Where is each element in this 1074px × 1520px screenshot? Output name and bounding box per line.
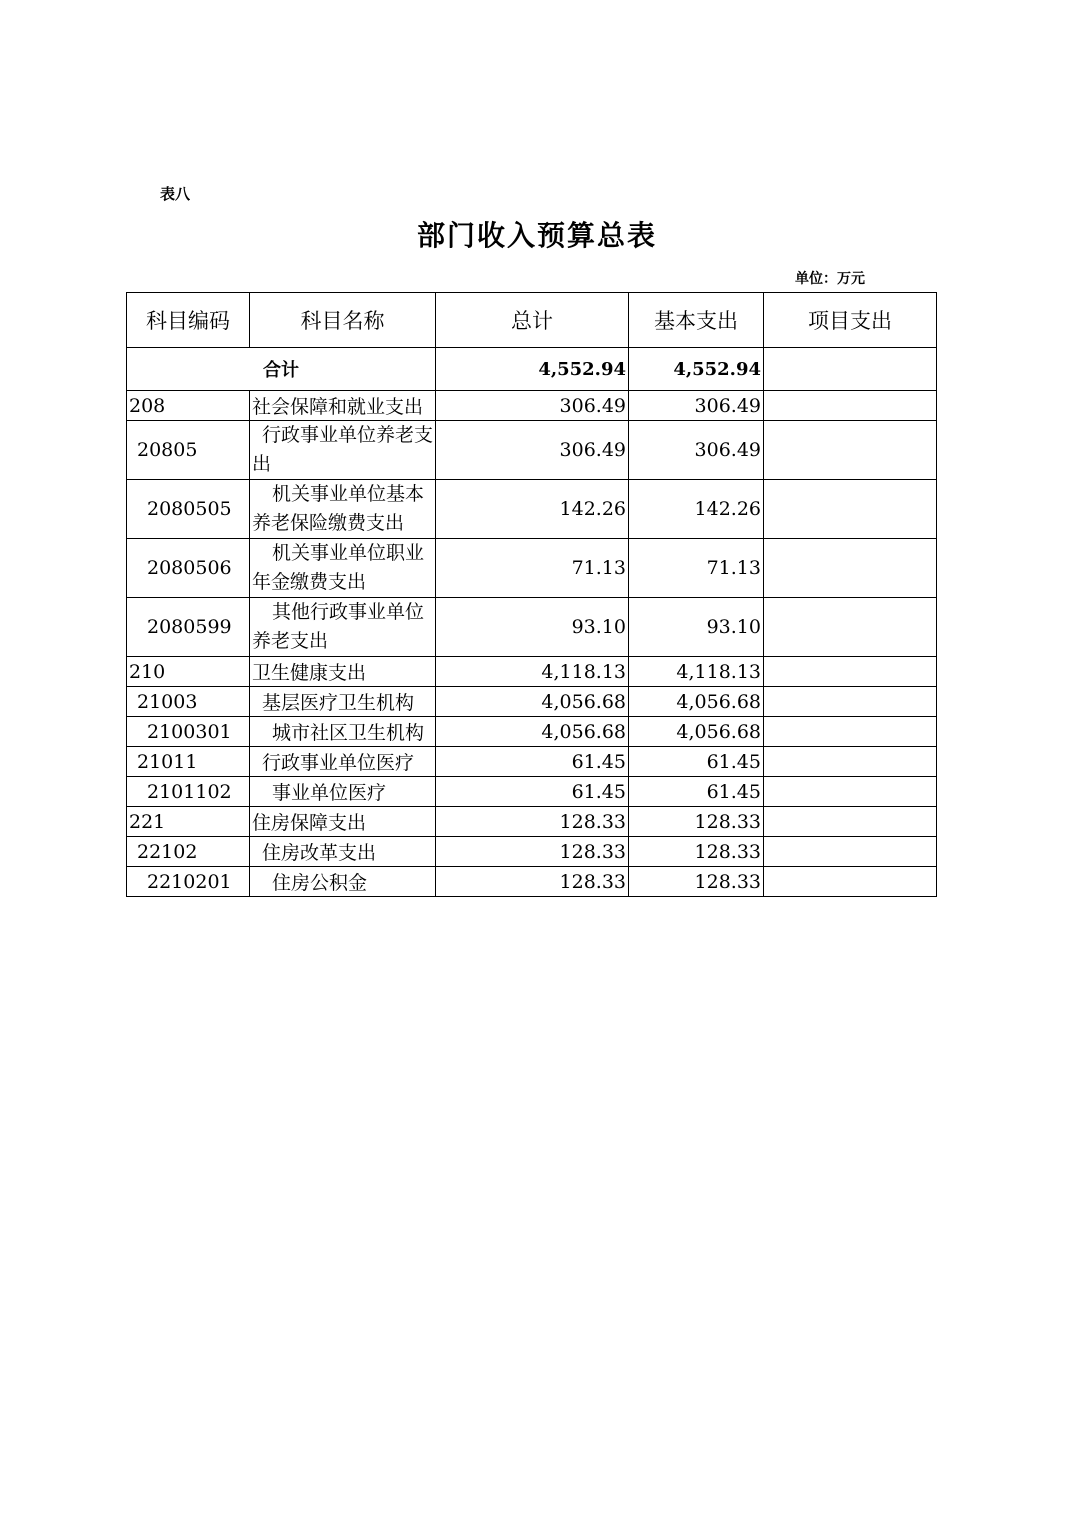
total-amount: 4,552.94 [436, 348, 629, 391]
table-row [127, 867, 937, 897]
table-row [127, 421, 937, 480]
row-total: 142.26 [436, 480, 629, 539]
row-name: 卫生健康支出 [250, 657, 436, 687]
row-total: 306.49 [436, 391, 629, 421]
header-project: 项目支出 [764, 293, 937, 348]
row-basic: 61.45 [629, 777, 764, 807]
row-total: 61.45 [436, 747, 629, 777]
header-name: 科目名称 [250, 293, 436, 348]
row-name: 其他行政事业单位养老支出 [250, 598, 436, 657]
row-basic: 142.26 [629, 480, 764, 539]
row-project [764, 837, 937, 867]
row-code: 2101102 [127, 777, 250, 807]
table-row [127, 657, 937, 687]
row-basic: 128.33 [629, 807, 764, 837]
row-code: 21011 [127, 747, 250, 777]
row-basic: 71.13 [629, 539, 764, 598]
row-basic: 128.33 [629, 837, 764, 867]
row-total: 128.33 [436, 807, 629, 837]
row-name: 行政事业单位养老支出 [250, 421, 436, 480]
row-total: 4,118.13 [436, 657, 629, 687]
row-basic: 306.49 [629, 421, 764, 480]
budget-table [126, 292, 937, 897]
row-basic: 4,118.13 [629, 657, 764, 687]
row-name: 行政事业单位医疗 [250, 747, 436, 777]
row-name: 住房改革支出 [250, 837, 436, 867]
table-row [127, 717, 937, 747]
row-total: 93.10 [436, 598, 629, 657]
table-row [127, 539, 937, 598]
table-row [127, 687, 937, 717]
table-row [127, 777, 937, 807]
row-code: 210 [127, 657, 250, 687]
row-name: 事业单位医疗 [250, 777, 436, 807]
row-basic: 306.49 [629, 391, 764, 421]
row-code: 22102 [127, 837, 250, 867]
total-label: 合计 [127, 348, 436, 391]
total-basic: 4,552.94 [629, 348, 764, 391]
row-code: 2080599 [127, 598, 250, 657]
row-project [764, 867, 937, 897]
row-project [764, 539, 937, 598]
row-project [764, 777, 937, 807]
header-basic: 基本支出 [629, 293, 764, 348]
row-name: 机关事业单位职业年金缴费支出 [250, 539, 436, 598]
row-total: 128.33 [436, 837, 629, 867]
header-total: 总计 [436, 293, 629, 348]
header-row [127, 293, 937, 348]
row-basic: 4,056.68 [629, 717, 764, 747]
row-name: 住房保障支出 [250, 807, 436, 837]
row-basic: 93.10 [629, 598, 764, 657]
row-project [764, 391, 937, 421]
row-project [764, 421, 937, 480]
row-code: 2210201 [127, 867, 250, 897]
row-code: 208 [127, 391, 250, 421]
row-basic: 128.33 [629, 867, 764, 897]
row-code: 2080506 [127, 539, 250, 598]
row-project [764, 687, 937, 717]
row-total: 71.13 [436, 539, 629, 598]
table-row [127, 598, 937, 657]
row-project [764, 807, 937, 837]
row-total: 306.49 [436, 421, 629, 480]
row-basic: 61.45 [629, 747, 764, 777]
row-code: 2080505 [127, 480, 250, 539]
table-row [127, 837, 937, 867]
row-code: 221 [127, 807, 250, 837]
row-name: 基层医疗卫生机构 [250, 687, 436, 717]
table-row [127, 480, 937, 539]
row-total: 4,056.68 [436, 687, 629, 717]
row-name: 社会保障和就业支出 [250, 391, 436, 421]
row-code: 21003 [127, 687, 250, 717]
row-total: 61.45 [436, 777, 629, 807]
row-total: 128.33 [436, 867, 629, 897]
total-project [764, 348, 937, 391]
row-name: 城市社区卫生机构 [250, 717, 436, 747]
row-name: 住房公积金 [250, 867, 436, 897]
row-code: 2100301 [127, 717, 250, 747]
page-title: 部门收入预算总表 [416, 219, 657, 252]
row-project [764, 598, 937, 657]
table-row [127, 807, 937, 837]
row-code: 20805 [127, 421, 250, 480]
total-row [127, 348, 937, 391]
row-project [764, 657, 937, 687]
table-number-label: 表八 [160, 185, 191, 203]
row-project [764, 717, 937, 747]
row-name: 机关事业单位基本养老保险缴费支出 [250, 480, 436, 539]
table-row [127, 391, 937, 421]
row-basic: 4,056.68 [629, 687, 764, 717]
header-code: 科目编码 [127, 293, 250, 348]
row-project [764, 747, 937, 777]
unit-label: 单位：万元 [795, 271, 865, 287]
row-project [764, 480, 937, 539]
row-total: 4,056.68 [436, 717, 629, 747]
table-row [127, 747, 937, 777]
